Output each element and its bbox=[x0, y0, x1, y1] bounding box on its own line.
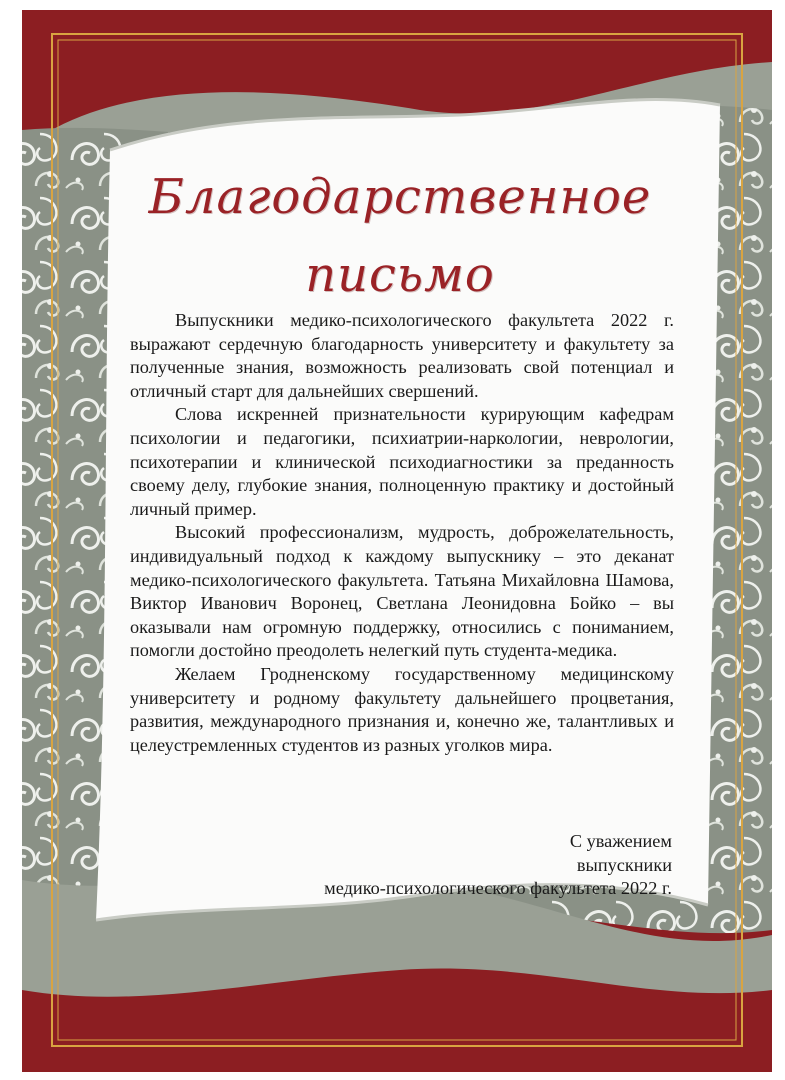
paragraph-4: Желаем Гродненскому государственному медицинскому университету и родному факультету дальнейшего процветания, развития, международного признания и, конечно же, талантливых и целеустремленных студентов из разных уголков мира. bbox=[130, 663, 674, 755]
paragraph-1: Выпускники медико-психологического факультета 2022 г. выражают сердечную благодарность университету и факультету за полученные знания, возможность реализовать свой потенциал и отличный старт для дальнейших свершений. bbox=[130, 310, 674, 401]
letter-title bbox=[120, 158, 680, 314]
title-line-2: письмо bbox=[305, 247, 495, 303]
title-line-1: Благодарственное bbox=[148, 169, 652, 225]
paragraph-2: Слова искренней признательности курирующим кафедрам психологии и педагогики, психиатрии-наркологии, неврологии, психотерапии и клинической психодиагностики за преданность своему делу, глубокие знания, полноценную практику и достойный личный пример. bbox=[130, 404, 674, 519]
letter-signature bbox=[324, 830, 672, 901]
paragraph-3: Высокий профессионализм, мудрость, доброжелательность, индивидуальный подход к каждому выпускнику – это деканат медико-психологического факультета. Татьяна Михайловна Шамова, Виктор Иванович Воронец, Светлана Леонидовна Бойко – вы оказывали нам огромную поддержку, относились с пониманием, помогли достойно преодолеть нелегкий путь студента-медика. bbox=[130, 522, 674, 661]
signature-line-3: медико-психологического факультета 2022 г. bbox=[324, 878, 672, 899]
letter-body bbox=[130, 309, 674, 757]
signature-line-2: выпускники bbox=[576, 854, 672, 875]
signature-line-1: С уважением bbox=[569, 831, 672, 851]
